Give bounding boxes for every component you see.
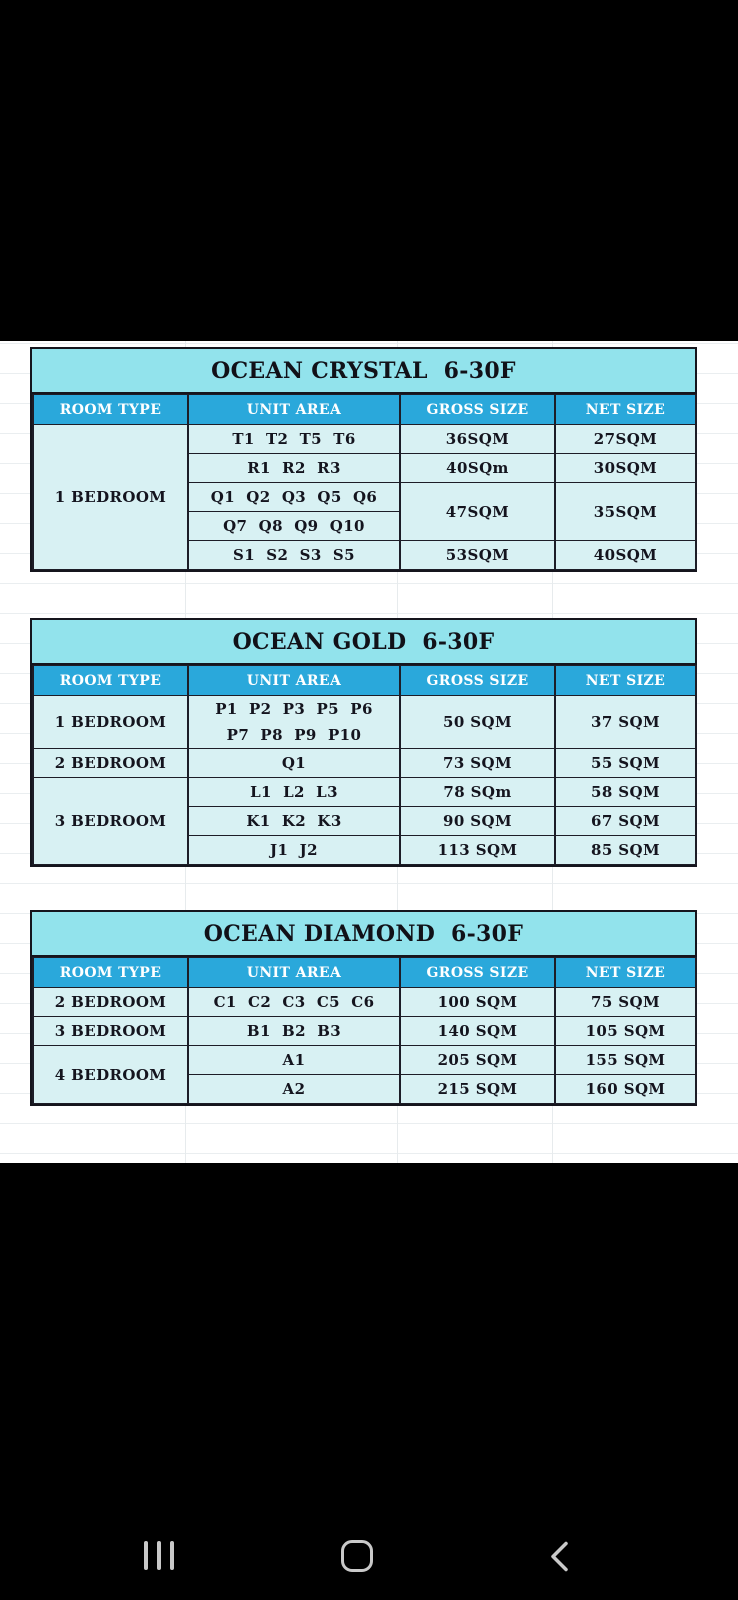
table-cell: 3 BEDROOM — [33, 778, 188, 865]
table-row — [33, 778, 696, 807]
table-cell: 73 SQM — [400, 749, 555, 778]
table-row — [33, 696, 696, 749]
table-cell: R1 R2 R3 — [188, 454, 400, 483]
table-cell: 27SQM — [555, 425, 696, 454]
table-cell: 160 SQM — [555, 1075, 696, 1104]
table-cell — [188, 696, 400, 749]
table-cell: 50 SQM — [400, 696, 555, 749]
table-cell: 30SQM — [555, 454, 696, 483]
data-table — [32, 394, 697, 570]
data-table — [32, 957, 697, 1104]
cell-line: P7 P8 P9 P10 — [226, 726, 362, 744]
column-header: ROOM TYPE — [33, 395, 188, 425]
table-cell: 3 BEDROOM — [33, 1017, 188, 1046]
table-cell: J1 J2 — [188, 836, 400, 865]
table-cell: 1 BEDROOM — [33, 696, 188, 749]
table-cell: A2 — [188, 1075, 400, 1104]
table-cell: 100 SQM — [400, 988, 555, 1017]
table-cell: 2 BEDROOM — [33, 749, 188, 778]
column-header: NET SIZE — [555, 666, 696, 696]
table-cell: A1 — [188, 1046, 400, 1075]
table-cell: C1 C2 C3 C5 C6 — [188, 988, 400, 1017]
back-button[interactable] — [549, 1541, 569, 1576]
column-header: ROOM TYPE — [33, 666, 188, 696]
recents-icon — [157, 1541, 161, 1570]
table-row — [33, 1046, 696, 1075]
table-cell: 205 SQM — [400, 1046, 555, 1075]
table-cell: 113 SQM — [400, 836, 555, 865]
table-cell: K1 K2 K3 — [188, 807, 400, 836]
table-cell: 67 SQM — [555, 807, 696, 836]
table-cell: 37 SQM — [555, 696, 696, 749]
table-cell: 105 SQM — [555, 1017, 696, 1046]
table-cell: S1 S2 S3 S5 — [188, 541, 400, 570]
table-title: OCEAN DIAMOND 6-30F — [32, 912, 695, 957]
column-header: UNIT AREA — [188, 958, 400, 988]
table-cell: 155 SQM — [555, 1046, 696, 1075]
cell-line: P1 P2 P3 P5 P6 — [215, 700, 373, 718]
column-header: UNIT AREA — [188, 395, 400, 425]
table-cell: Q1 — [188, 749, 400, 778]
table-cell: Q7 Q8 Q9 Q10 — [188, 512, 400, 541]
column-header: NET SIZE — [555, 395, 696, 425]
table-cell: T1 T2 T5 T6 — [188, 425, 400, 454]
table-cell: 75 SQM — [555, 988, 696, 1017]
table-cell: B1 B2 B3 — [188, 1017, 400, 1046]
table-ocean-diamond — [30, 910, 697, 1106]
table-cell: 215 SQM — [400, 1075, 555, 1104]
column-header: GROSS SIZE — [400, 958, 555, 988]
table-row — [33, 425, 696, 454]
table-row — [33, 1017, 696, 1046]
table-title: OCEAN CRYSTAL 6-30F — [32, 349, 695, 394]
home-button[interactable] — [341, 1540, 373, 1572]
column-header: GROSS SIZE — [400, 395, 555, 425]
table-cell: 1 BEDROOM — [33, 425, 188, 570]
column-header: ROOM TYPE — [33, 958, 188, 988]
recents-icon — [170, 1541, 174, 1570]
table-cell: Q1 Q2 Q3 Q5 Q6 — [188, 483, 400, 512]
table-cell: 2 BEDROOM — [33, 988, 188, 1017]
table-cell: 35SQM — [555, 483, 696, 541]
spreadsheet-canvas — [0, 341, 738, 1163]
table-ocean-crystal — [30, 347, 697, 572]
table-cell: 53SQM — [400, 541, 555, 570]
table-row — [33, 988, 696, 1017]
column-header: NET SIZE — [555, 958, 696, 988]
table-cell: 78 SQm — [400, 778, 555, 807]
column-header: UNIT AREA — [188, 666, 400, 696]
table-ocean-gold — [30, 618, 697, 867]
table-cell: L1 L2 L3 — [188, 778, 400, 807]
table-cell: 40SQm — [400, 454, 555, 483]
table-row — [33, 749, 696, 778]
table-cell: 47SQM — [400, 483, 555, 541]
recents-button[interactable] — [144, 1541, 174, 1570]
column-header: GROSS SIZE — [400, 666, 555, 696]
table-cell: 85 SQM — [555, 836, 696, 865]
table-cell: 40SQM — [555, 541, 696, 570]
recents-icon — [144, 1541, 148, 1570]
table-cell: 90 SQM — [400, 807, 555, 836]
table-cell: 58 SQM — [555, 778, 696, 807]
table-cell: 4 BEDROOM — [33, 1046, 188, 1104]
back-icon — [549, 1541, 569, 1572]
table-cell: 36SQM — [400, 425, 555, 454]
table-cell: 55 SQM — [555, 749, 696, 778]
table-title: OCEAN GOLD 6-30F — [32, 620, 695, 665]
data-table — [32, 665, 697, 865]
table-cell: 140 SQM — [400, 1017, 555, 1046]
